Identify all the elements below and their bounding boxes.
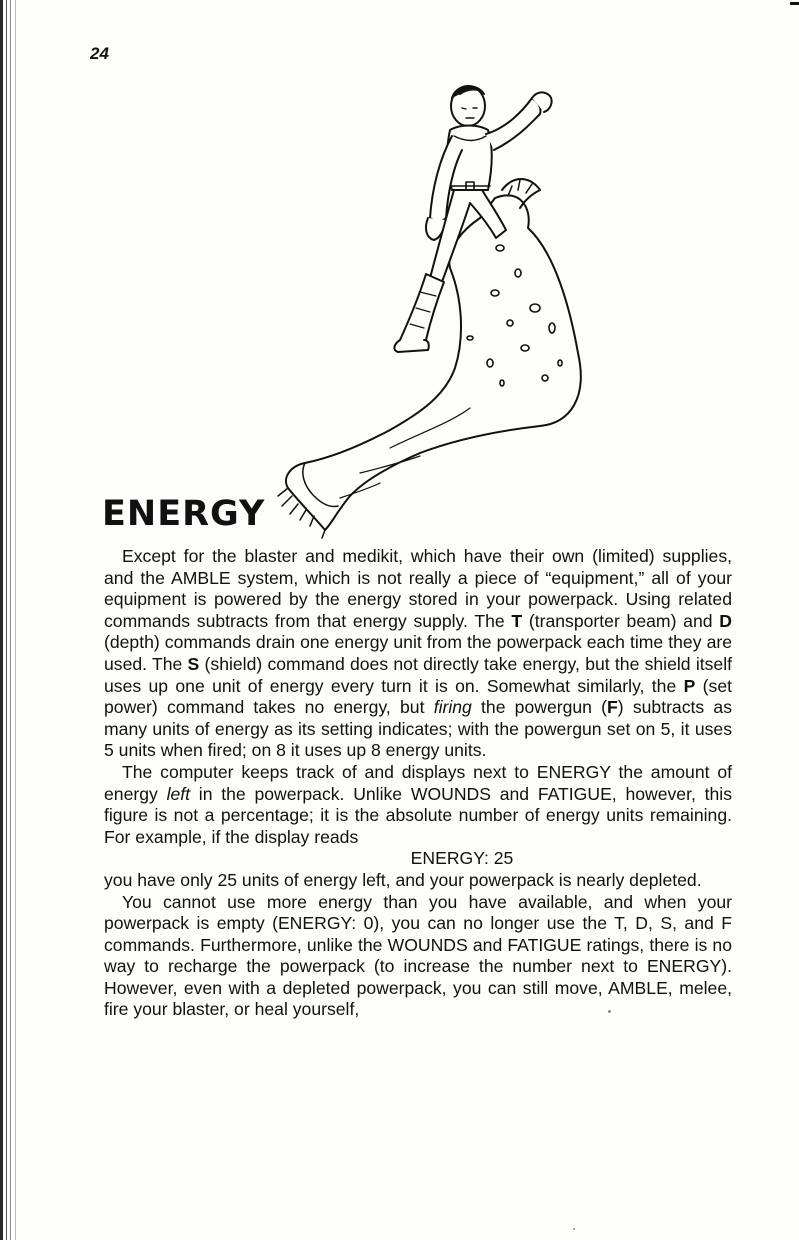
text-run: (depth) commands drain one energy unit from the powerpack each time they are used. The: [104, 632, 732, 674]
page-number: 24: [90, 44, 109, 63]
text-run: Except for the blaster and medikit, which have their own (limited) supplies, and the AMBLE system, which is not really a piece of “equipment,” all of your equipment is powered by the energy stored in your powerpack. Using related commands subtracts from that energy supply. The: [104, 546, 732, 631]
text-run: (transporter beam) and: [522, 610, 720, 631]
text-run: (shield) command does not directly take energy, but the shield itself uses up one unit of energy every turn it is on. Somewhat similarly, the: [104, 653, 732, 696]
text-run: The computer keeps track of and displays next to ENERGY the amount of energy: [104, 761, 732, 804]
energy-display-example: ENERGY: 25: [410, 848, 514, 869]
creature-rider-illustration: [270, 78, 610, 548]
scan-speck: [573, 1228, 575, 1230]
text-run: the powergun (: [471, 697, 608, 718]
section-heading: ENERGY: [102, 494, 266, 534]
scan-corner-mark: [790, 2, 799, 5]
body-text: [104, 546, 732, 1021]
command-key: D: [719, 610, 732, 631]
command-key: S: [187, 653, 200, 674]
paragraph-1: [104, 546, 732, 762]
text-run: in the powerpack. Unlike WOUNDS and FATIGUE, however, this figure is not a percentage; it is the absolute number of energy units remaining. For example, if the display reads: [104, 783, 733, 847]
emphasis-text: firing: [433, 697, 472, 718]
text-run: (set power) command takes no energy, but: [104, 675, 732, 718]
slug-creature-body: [286, 195, 581, 530]
command-key: P: [683, 675, 696, 696]
paragraph-3: You cannot use more energy than you have available, and when your powerpack is empty (ENERGY: 0), you can no longer use the T, D, S, and F commands. Furthermore, unlike the WOUNDS and FATIGUE ratings, there is no way to recharge the powerpack (to increase the number next to ENERGY). However, even with a depleted powerpack, you can still move, AMBLE, melee, fire your blaster, or heal yourself,: [104, 891, 732, 1020]
command-key: F: [607, 697, 618, 718]
paragraph-continuation: you have only 25 units of energy left, and your powerpack is nearly depleted.: [104, 869, 702, 890]
emphasis-text: left: [166, 783, 191, 804]
text-run: ) subtracts as many units of energy as its setting indicates; with the powergun set on 5, it uses 5 units when fired; on 8 it uses up 8 energy units.: [104, 697, 732, 761]
command-key: T: [511, 610, 523, 631]
paragraph-2: [104, 762, 732, 848]
scan-speck: [608, 1010, 611, 1013]
book-binding-edge: [0, 0, 26, 1240]
